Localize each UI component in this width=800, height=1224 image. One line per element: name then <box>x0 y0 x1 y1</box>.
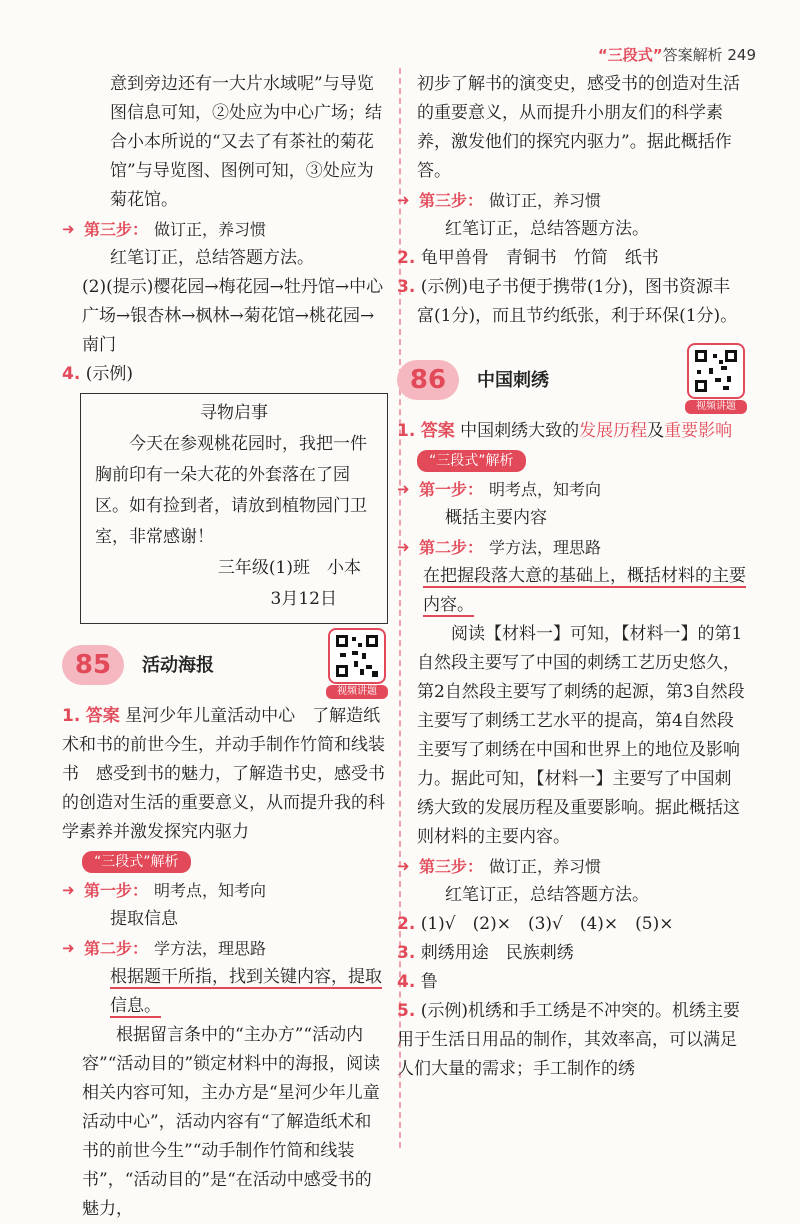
qr-label: 视频讲题 <box>326 685 388 699</box>
step3b-heading <box>397 852 747 881</box>
q2b-number: 2. <box>397 914 416 934</box>
q4b-number: 4. <box>397 972 416 992</box>
q1-answer-pre: 中国刺绣大致的 <box>460 421 580 441</box>
header-text: 答案解析 <box>662 46 723 64</box>
intro-paragraph: 意到旁边还有一大片水域呢”与导览图信息可知，②处应为中心广场；结合小本所说的“又去了有茶社的菊花馆”与导览图、图例可知，③处应为菊花馆。 <box>110 74 382 210</box>
qr-label: 视频讲题 <box>685 400 747 414</box>
step2-text: 学方法，理思路 <box>154 939 267 958</box>
q1-answer-text: 星河少年儿童活动中心 了解造纸术和书的前世今生，并动手制作竹简和线装书 感受到书的魅力，了解造书史，感受书的创造对生活的重要意义，从而提升我的科学素养并激发探究内驱力 <box>62 706 385 842</box>
step3b-detail: 红笔订正，总结答题方法。 <box>445 885 649 905</box>
q5b-number: 5. <box>397 1001 416 1021</box>
step1-label: 第一步： <box>419 480 484 499</box>
section-85-header <box>62 634 388 696</box>
step3-label: 第三步： <box>84 220 149 239</box>
step3b-label: 第三步： <box>419 857 484 876</box>
step3-text: 做订正，养习惯 <box>489 191 602 210</box>
arrow-icon: ➜ <box>397 857 410 875</box>
q3-text: (示例)电子书便于携带(1分)，图书资源丰富(1分)，而且节约纸张，利于环保(1分)。 <box>417 277 738 326</box>
q3b-line <box>397 939 747 968</box>
step2-label: 第二步： <box>419 538 484 557</box>
section-number-badge: 86 <box>397 360 459 400</box>
q4-text: (示例) <box>85 364 133 384</box>
lost-item-notice <box>80 393 388 624</box>
q4b-text: 鲁 <box>420 972 438 992</box>
q2-text: 龟甲兽骨 青铜书 竹简 纸书 <box>420 248 659 268</box>
step1-detail: 提取信息 <box>110 909 178 929</box>
q4b-line <box>397 968 747 997</box>
step1-heading <box>397 475 747 504</box>
notice-date: 3月12日 <box>270 589 337 609</box>
page-number: 249 <box>727 46 756 64</box>
arrow-icon: ➜ <box>62 220 75 238</box>
analysis-paragraph: 根据留言条中的“主办方”“活动内容”“活动目的”锁定材料中的海报，阅读相关内容可知，主办方是“星河少年儿童活动中心”，活动内容有“了解造纸术和书的前世今生”“动手制作竹简和线装书”，“活动目的”是“在活动中感受书的魅力， <box>82 1025 381 1219</box>
step2-detail-text: 在把握段落大意的基础上，概括材料的主要内容。 <box>423 566 746 615</box>
arrow-icon: ➜ <box>397 538 410 556</box>
qr-code-icon <box>328 628 386 684</box>
qr-code-icon <box>687 343 745 399</box>
answer-label: 答案 <box>420 421 455 441</box>
q2b-line <box>397 910 747 939</box>
notice-body: 今天在参观桃花园时，我把一件胸前印有一朵大花的外套落在了园区。如有捡到者，请放到植物园门卫室，非常感谢！ <box>95 434 367 547</box>
q4-line <box>62 360 388 389</box>
q1-number: 1. <box>397 421 416 441</box>
step2-detail-text: 根据题干所指，找到关键内容，提取信息。 <box>110 967 382 1016</box>
step3b-text: 做订正，养习惯 <box>489 857 602 876</box>
step2-heading <box>62 934 388 963</box>
step2-text: 学方法，理思路 <box>489 538 602 557</box>
arrow-icon: ➜ <box>397 480 410 498</box>
q3b-number: 3. <box>397 943 416 963</box>
arrow-icon: ➜ <box>397 191 410 209</box>
step3-text: 做订正，养习惯 <box>154 220 267 239</box>
header-prefix: “三段式” <box>597 46 663 64</box>
step2-heading <box>397 533 747 562</box>
q2-line <box>397 244 747 273</box>
continuation-paragraph: 初步了解书的演变史，感受书的创造对生活的重要意义，从而提升小朋友们的科学素养，激发他们的探究内驱力”。据此概括作答。 <box>417 74 740 181</box>
q3b-text: 刺绣用途 民族刺绣 <box>420 943 574 963</box>
step2-detail <box>82 963 388 1021</box>
section-number-badge: 85 <box>62 645 124 685</box>
analysis-paragraph: 阅读【材料一】可知，【材料一】的第1自然段主要写了中国的刺绣工艺历史悠久，第2自然段主要写了刺绣的起源，第3自然段主要写了刺绣工艺水平的提高，第4自然段主要写了刺绣在中国和世界上的地位及影响力。据此可知，【材料一】主要写了中国刺绣大致的发展历程及重要影响。据此概括这则材料的主要内容。 <box>417 624 745 847</box>
q1-highlight-2: 重要影响 <box>664 421 733 441</box>
section-title: 中国刺绣 <box>477 369 549 391</box>
step1-heading <box>62 876 388 905</box>
q1-answer <box>397 417 747 446</box>
q4-number: 4. <box>62 364 81 384</box>
three-stage-badge: “三段式”解析 <box>417 450 526 472</box>
step2-detail <box>417 562 747 620</box>
video-qr[interactable] <box>685 343 747 414</box>
left-column <box>62 70 388 1224</box>
notice-signature: 三年级(1)班 小本 <box>217 558 361 578</box>
arrow-icon: ➜ <box>62 881 75 899</box>
q5b-line <box>397 997 747 1084</box>
q1-highlight-1: 发展历程 <box>579 421 648 441</box>
step1-detail: 概括主要内容 <box>445 508 547 528</box>
three-stage-badge: “三段式”解析 <box>82 851 191 873</box>
step3-label: 第三步： <box>419 191 484 210</box>
step3-detail: 红笔订正，总结答题方法。 <box>110 248 314 268</box>
q2b-text: (1)√ (2)× (3)√ (4)× (5)× <box>420 914 674 934</box>
q3-number: 3. <box>397 277 416 297</box>
step3-detail: 红笔订正，总结答题方法。 <box>445 219 649 239</box>
notice-title: 寻物启事 <box>200 403 268 423</box>
step3-heading <box>397 186 747 215</box>
q1-answer <box>62 702 388 847</box>
step3-heading <box>62 215 388 244</box>
answer-label: 答案 <box>85 706 120 726</box>
section-86-header <box>397 349 747 411</box>
q1-number: 1. <box>62 706 81 726</box>
q2-answer: (2)(提示)樱花园→梅花园→牡丹馆→中心广场→银杏林→枫林→菊花馆→桃花园→南门 <box>82 277 384 355</box>
q5b-text: (示例)机绣和手工绣是不冲突的。机绣主要用于生活日用品的制作，其效率高，可以满足人们大量的需求；手工制作的绣 <box>397 1001 740 1079</box>
video-qr[interactable] <box>326 628 388 699</box>
right-column <box>397 70 747 1084</box>
step1-text: 明考点，知考向 <box>489 480 602 499</box>
arrow-icon: ➜ <box>62 939 75 957</box>
page-header <box>598 44 756 65</box>
step2-label: 第二步： <box>84 939 149 958</box>
step1-label: 第一步： <box>84 881 149 900</box>
q1-answer-mid: 及 <box>647 421 665 441</box>
q2-number: 2. <box>397 248 416 268</box>
q3-line <box>397 273 747 331</box>
section-title: 活动海报 <box>142 654 214 676</box>
step1-text: 明考点，知考向 <box>154 881 267 900</box>
